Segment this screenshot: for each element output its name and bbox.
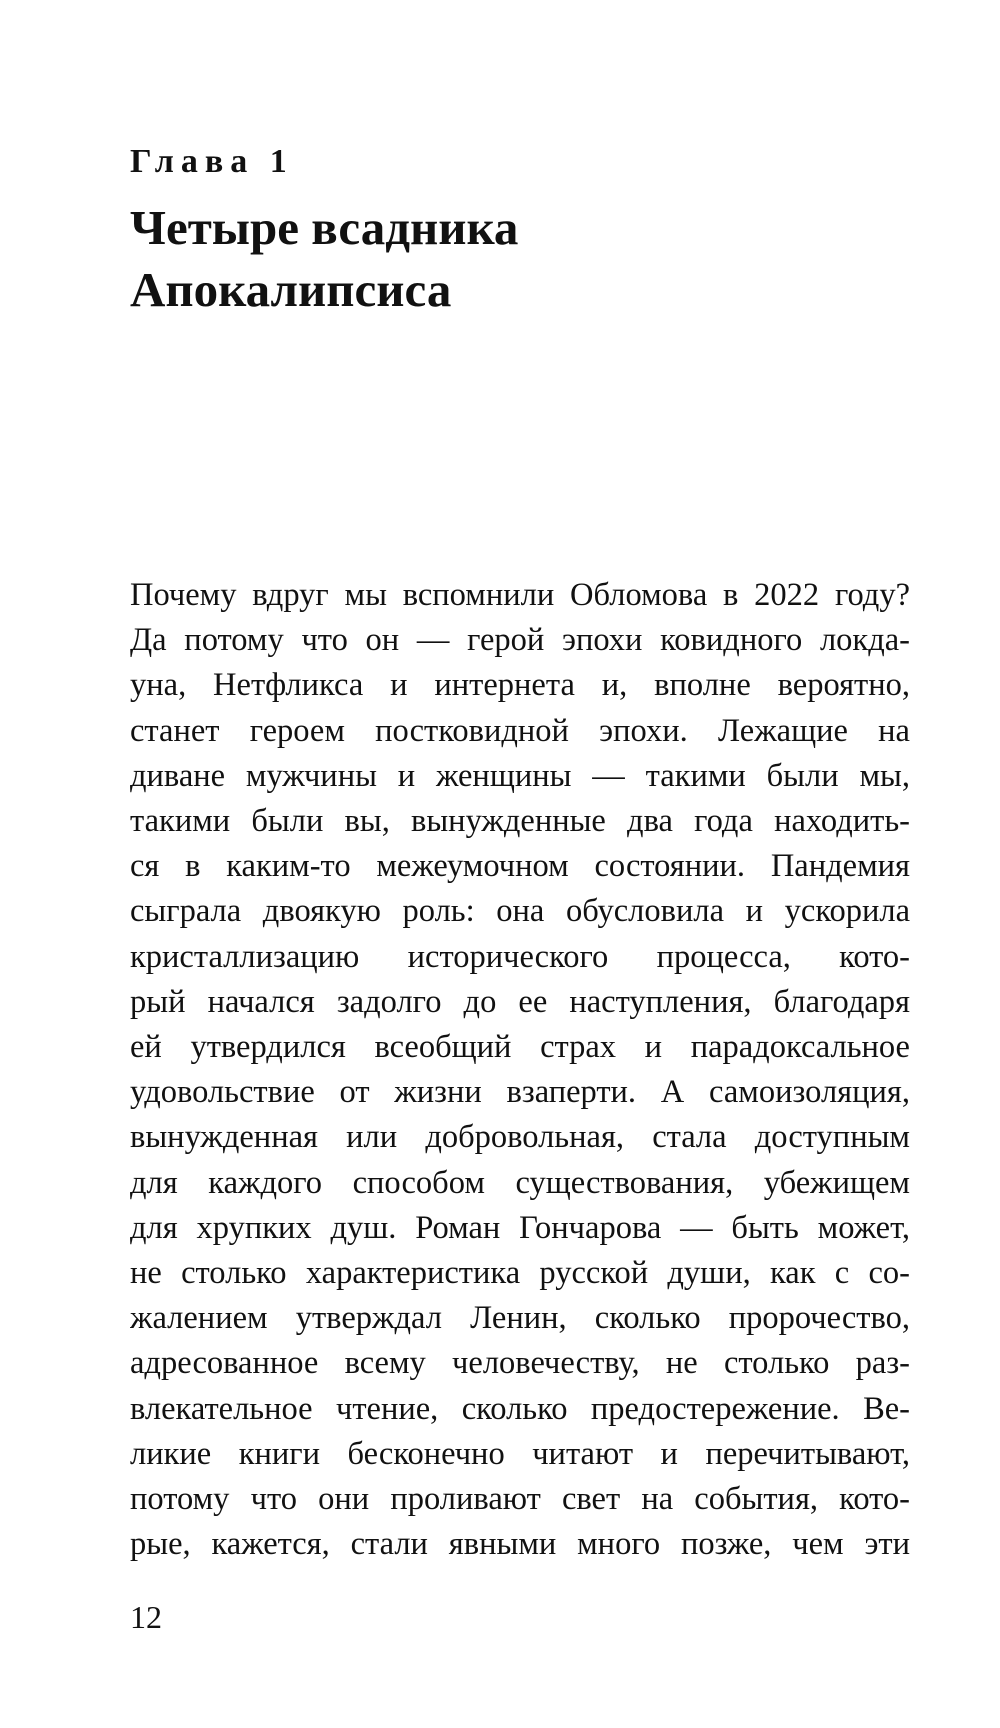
text-line: такими были вы, вынужденные два года находить- [130,803,910,840]
text-line: сыграла двоякую роль: она обусловила и ускорила [130,893,910,930]
text-line: кристаллизацию исторического процесса, кото- [130,938,910,975]
chapter-label: Глава 1 [130,143,294,180]
text-line: потому что они проливают свет на события, кото- [130,1481,910,1518]
text-line: для хрупких душ. Роман Гончарова — быть может, [130,1209,910,1246]
text-line: ликие книги бесконечно читают и перечитывают, [130,1435,910,1472]
text-line: Почему вдруг мы вспомнили Обломова в 2022 году? [130,577,910,613]
text-line: для каждого способом существования, убежищем [130,1164,910,1201]
text-line: адресованное всему человечеству, не столько раз- [130,1345,910,1382]
body-text [130,573,910,1567]
text-line: жалением утверждал Ленин, сколько пророчество, [130,1300,910,1337]
text-line: станет героем постковидной эпохи. Лежащие на [130,712,910,749]
text-line: ей утвердился всеобщий страх и парадоксальное [130,1029,910,1066]
page-number: 12 [130,1599,162,1635]
text-line: рый начался задолго до ее наступления, благодаря [130,983,910,1020]
text-line: ся в каким-то межеумочном состоянии. Пандемия [130,848,910,885]
chapter-title-line: Четыре всадника [130,200,519,255]
chapter-title-line: Апокалипсиса [130,262,452,317]
text-line: не столько характеристика русской души, как с со- [130,1255,910,1292]
text-line: диване мужчины и женщины — такими были мы, [130,757,910,794]
text-line: рые, кажется, стали явными много позже, чем эти [130,1526,910,1563]
text-line: вынужденная или добровольная, стала доступным [130,1119,910,1156]
text-line: влекательное чтение, сколько предостережение. Ве- [130,1390,910,1427]
text-line: уна, Нетфликса и интернета и, вполне вероятно, [130,667,910,704]
text-line: Да потому что он — герой эпохи ковидного локда- [130,622,910,659]
chapter-title [130,197,890,321]
text-line: удовольствие от жизни взаперти. А самоизоляция, [130,1074,910,1111]
